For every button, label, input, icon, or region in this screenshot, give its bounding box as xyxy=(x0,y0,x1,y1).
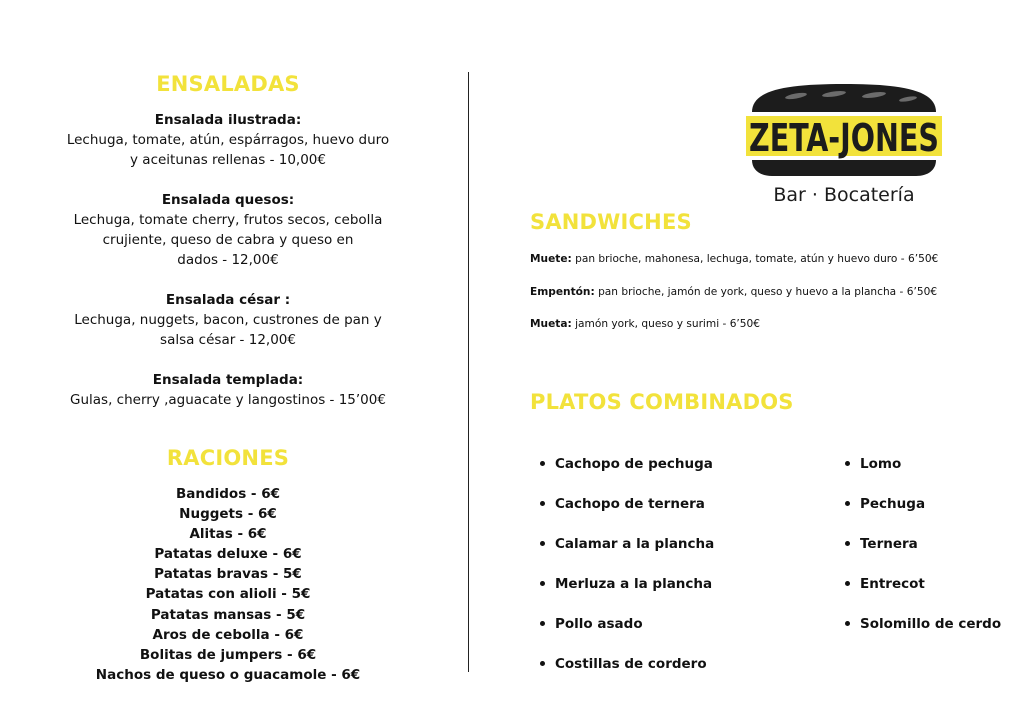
sandwich-item xyxy=(530,285,990,299)
sandwich-name: Empentón: xyxy=(530,285,595,298)
plato-label: Cachopo de pechuga xyxy=(555,456,713,472)
plato-label: Ternera xyxy=(860,536,918,552)
bun-bottom-icon xyxy=(752,160,936,176)
plato-label: Costillas de cordero xyxy=(555,656,707,672)
salad-desc-line: Lechuga, tomate cherry, frutos secos, cebolla xyxy=(73,212,383,228)
salad-desc-line: salsa césar - 12,00€ xyxy=(160,332,296,348)
racion-item: Nuggets - 6€ xyxy=(179,506,277,523)
plato-label: Pechuga xyxy=(860,496,926,512)
plato-label: Calamar a la plancha xyxy=(555,536,715,552)
salad-name: Ensalada ilustrada: xyxy=(154,112,302,128)
platos-list-right xyxy=(839,454,1001,654)
ensaladas-list xyxy=(40,110,416,410)
racion-item: Aros de cebolla - 6€ xyxy=(152,626,304,643)
racion-item: Patatas bravas - 5€ xyxy=(154,566,302,583)
salad-desc-line: Lechuga, nuggets, bacon, custrones de pan y xyxy=(74,312,382,328)
platos-list-left xyxy=(534,454,714,694)
bullet-icon xyxy=(540,621,545,626)
plato-label: Merluza a la plancha xyxy=(555,576,713,592)
right-column xyxy=(530,206,990,350)
zeta-jones-logo xyxy=(746,82,942,208)
bullet-icon xyxy=(845,541,850,546)
sandwich-name: Mueta: xyxy=(530,318,572,330)
salad-name: Ensalada quesos: xyxy=(161,192,295,208)
plato-item xyxy=(534,454,714,494)
plato-item xyxy=(534,574,714,614)
salad-item xyxy=(40,190,416,270)
plato-item xyxy=(534,494,714,534)
salad-desc-line: Lechuga, tomate, atún, espárragos, huevo duro xyxy=(66,132,390,148)
plato-item xyxy=(839,614,1001,654)
bullet-icon xyxy=(540,501,545,506)
salad-desc-line: y aceitunas rellenas - 10,00€ xyxy=(130,152,326,168)
racion-item: Patatas con alioli - 5€ xyxy=(145,586,311,603)
salad-name: Ensalada templada: xyxy=(152,372,304,388)
sandwich-desc: pan brioche, jamón de york, queso y huevo a la plancha - 6’50€ xyxy=(594,285,938,298)
racion-item: Bandidos - 6€ xyxy=(175,486,281,502)
salad-item xyxy=(40,110,416,170)
bullet-icon xyxy=(540,461,545,466)
plato-item xyxy=(839,454,1001,494)
column-divider xyxy=(468,72,469,672)
raciones-title: RACIONES xyxy=(166,446,290,470)
logo-tagline: Bar · Bocatería xyxy=(773,184,915,206)
bullet-icon xyxy=(845,581,850,586)
bullet-icon xyxy=(845,461,850,466)
sandwich-name: Muete: xyxy=(530,253,572,265)
racion-item: Alitas - 6€ xyxy=(189,526,267,543)
salad-item xyxy=(40,370,416,410)
logo-name: ZETA-JONES xyxy=(749,116,939,160)
plato-item xyxy=(839,534,1001,574)
sandwiches-title: SANDWICHES xyxy=(530,210,692,234)
racion-item: Nachos de queso o guacamole - 6€ xyxy=(95,666,361,683)
sandwich-item xyxy=(530,252,990,266)
plato-item xyxy=(534,534,714,574)
plato-label: Cachopo de ternera xyxy=(555,496,705,512)
bullet-icon xyxy=(845,501,850,506)
plato-label: Solomillo de cerdo xyxy=(860,616,1002,632)
plato-item xyxy=(534,614,714,654)
bullet-icon xyxy=(845,621,850,626)
bullet-icon xyxy=(540,661,545,666)
salad-desc-line: crujiente, queso de cabra y queso en xyxy=(102,232,354,248)
raciones-list xyxy=(40,484,416,685)
bullet-icon xyxy=(540,541,545,546)
ensaladas-title: ENSALADAS xyxy=(156,72,300,96)
platos-title: PLATOS COMBINADOS xyxy=(530,390,794,414)
salad-item xyxy=(40,290,416,350)
plato-item xyxy=(534,654,714,694)
racion-item: Patatas deluxe - 6€ xyxy=(154,546,302,563)
bullet-icon xyxy=(540,581,545,586)
sandwich-desc: jamón york, queso y surimi - 6’50€ xyxy=(571,318,761,330)
plato-label: Lomo xyxy=(860,456,902,472)
racion-item: Bolitas de jumpers - 6€ xyxy=(139,646,317,663)
salad-desc-line: Gulas, cherry ,aguacate y langostinos - 15’00€ xyxy=(70,392,386,408)
sandwiches-list xyxy=(530,252,990,331)
sandwich-desc: pan brioche, mahonesa, lechuga, tomate, atún y huevo duro - 6’50€ xyxy=(571,253,939,265)
plato-label: Pollo asado xyxy=(555,616,643,632)
plato-item xyxy=(839,494,1001,534)
salad-name: Ensalada césar : xyxy=(165,292,291,308)
plato-item xyxy=(839,574,1001,614)
racion-item: Patatas mansas - 5€ xyxy=(150,606,306,623)
left-column xyxy=(40,72,416,685)
salad-desc-line: dados - 12,00€ xyxy=(177,252,279,268)
plato-label: Entrecot xyxy=(860,576,925,592)
sandwich-item xyxy=(530,317,990,331)
